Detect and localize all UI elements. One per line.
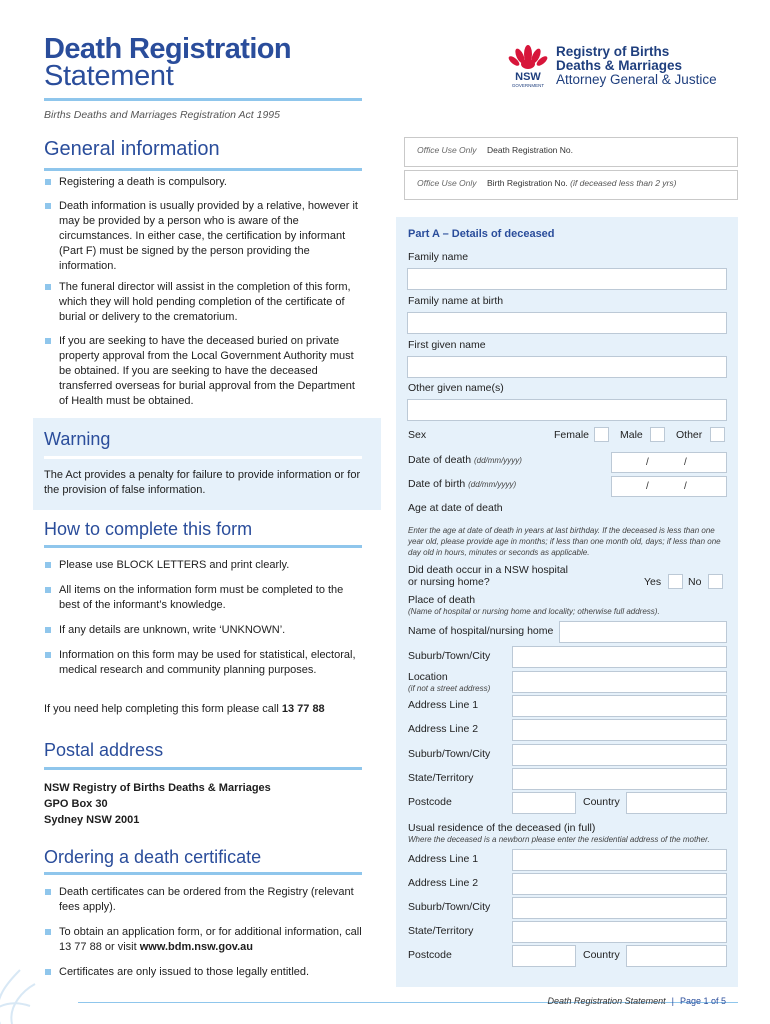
female-checkbox[interactable] — [594, 427, 609, 442]
ordering-bullet — [44, 925, 364, 955]
how-divider — [44, 545, 362, 548]
how-bullet: Please use BLOCK LETTERS and print clearly. — [44, 558, 364, 573]
part-a-heading: Part A – Details of deceased — [408, 228, 555, 240]
place-state-input[interactable] — [512, 768, 727, 790]
hospital-yes-checkbox[interactable] — [668, 574, 683, 589]
family-name-birth-input[interactable] — [407, 312, 727, 334]
help-text: If you need help completing this form please call — [44, 703, 282, 715]
age-at-death-label: Age at date of death — [408, 502, 503, 514]
place-address-line-1-input[interactable] — [512, 695, 727, 717]
date-separator: / — [684, 457, 687, 468]
place-address-line-1-label: Address Line 1 — [408, 699, 479, 711]
sex-label: Sex — [408, 429, 427, 441]
date-of-birth-label — [408, 478, 516, 490]
date-of-death-input[interactable] — [611, 452, 727, 473]
usual-residence-label: Usual residence of the deceased (in full) — [408, 822, 596, 834]
place-suburb-input[interactable] — [512, 646, 727, 668]
warning-text: The Act provides a penalty for failure to provide information or for the provision of false information. — [44, 469, 361, 496]
registry-name — [556, 45, 717, 87]
general-bullet: If you are seeking to have the deceased buried on private property approval from the Local Government Authority must be obtained. If you are seeking to have the deceased transferred overseas for burial approval from the Department of Health must be obtained. — [44, 334, 364, 409]
postal-divider — [44, 767, 362, 770]
how-bullet: If any details are unknown, write ‘UNKNOWN’. — [44, 623, 364, 638]
age-note: Enter the age at date of death in years at last birthday. If the deceased is less than one year old, please provide age in months; if less than one month old, days; if less than one day old in hours, minutes or seconds as applicable. — [408, 526, 721, 557]
postal-line-2: GPO Box 30 — [44, 798, 108, 810]
yes-label: Yes — [644, 576, 662, 588]
residence-postcode-input[interactable] — [512, 945, 576, 967]
footer-document-name: Death Registration Statement — [547, 996, 666, 1006]
office-use-death-reg-box — [404, 137, 738, 167]
logo-government-text: GOVERNMENT — [511, 83, 545, 88]
date-of-death-label — [408, 454, 522, 466]
residence-country-input[interactable] — [626, 945, 727, 967]
birth-registration-no-label — [487, 178, 676, 188]
ordering-bullet: Death certificates can be ordered from the Registry (relevant fees apply). — [44, 885, 364, 915]
place-country-label: Country — [583, 796, 620, 808]
office-use-birth-reg-box — [404, 170, 738, 200]
help-phone: 13 77 88 — [281, 703, 325, 715]
hospital-name-input[interactable] — [559, 621, 727, 643]
birth-registration-text: Birth Registration No. — [487, 178, 568, 188]
hospital-question-line-2: or nursing home? — [408, 576, 490, 588]
act-reference: Births Deaths and Marriages Registration Act 1995 — [44, 109, 280, 121]
postal-address — [44, 780, 364, 828]
how-bullet: Information on this form may be used for statistical, electoral, medical research and community planning purposes. — [44, 648, 364, 678]
residence-suburb-input[interactable] — [512, 897, 727, 919]
family-name-birth-label: Family name at birth — [408, 295, 504, 307]
postal-line-3: Sydney NSW 2001 — [44, 814, 140, 826]
residence-address-line-2-input[interactable] — [512, 873, 727, 895]
residence-state-label: State/Territory — [408, 925, 474, 937]
place-suburb-2-label: Suburb/Town/City — [408, 748, 491, 760]
logo-nsw-text: NSW — [515, 71, 541, 83]
residence-address-line-2-label: Address Line 2 — [408, 877, 479, 889]
residence-postcode-label: Postcode — [408, 949, 452, 961]
residence-suburb-label: Suburb/Town/City — [408, 901, 491, 913]
hospital-no-checkbox[interactable] — [708, 574, 723, 589]
place-postcode-input[interactable] — [512, 792, 576, 814]
male-label: Male — [620, 429, 643, 441]
postal-line-1: NSW Registry of Births Deaths & Marriages — [44, 782, 271, 794]
family-name-label: Family name — [408, 251, 469, 263]
male-checkbox[interactable] — [650, 427, 665, 442]
hospital-question — [408, 564, 568, 588]
ordering-bullet: Certificates are only issued to those legally entitled. — [44, 965, 364, 980]
location-label: Location — [408, 671, 448, 683]
general-bullet: Death information is usually provided by a relative, however it may be provided by a person who is aware of the circumstances. In either case, the certification by informant (Part F) must be signed by the person providing the information. — [44, 199, 364, 274]
hospital-name-label: Name of hospital/nursing home — [408, 625, 554, 637]
general-divider — [44, 168, 362, 171]
age-at-death-spacer — [407, 516, 727, 519]
footer-separator: | — [671, 996, 674, 1006]
how-to-complete-heading: How to complete this form — [44, 519, 253, 539]
place-of-death-note: (Name of hospital or nursing home and locality; otherwise full address). — [408, 607, 660, 616]
residence-state-input[interactable] — [512, 921, 727, 943]
other-sex-checkbox[interactable] — [710, 427, 725, 442]
warning-heading: Warning — [44, 429, 111, 449]
form-title-light: Statement — [44, 60, 174, 92]
family-name-input[interactable] — [407, 268, 727, 290]
place-postcode-label: Postcode — [408, 796, 452, 808]
location-input[interactable] — [512, 671, 727, 693]
registry-line-2: Deaths & Marriages — [556, 58, 683, 73]
general-bullet: The funeral director will assist in the completion of this form, which they will hold pending completion of the certificate of burial or delivery to the crematorium. — [44, 280, 364, 325]
office-use-label: Office Use Only — [417, 145, 477, 155]
female-label: Female — [554, 429, 590, 441]
place-state-label: State/Territory — [408, 772, 474, 784]
residence-address-line-1-label: Address Line 1 — [408, 853, 479, 865]
nsw-waratah-logo-icon — [503, 42, 553, 90]
title-divider — [44, 98, 362, 101]
residence-address-line-1-input[interactable] — [512, 849, 727, 871]
location-note: (if not a street address) — [408, 684, 491, 693]
first-given-name-input[interactable] — [407, 356, 727, 378]
place-country-input[interactable] — [626, 792, 727, 814]
date-separator: / — [646, 457, 649, 468]
ordering-heading: Ordering a death certificate — [44, 847, 262, 867]
form-title-bold: Death Registration — [44, 33, 292, 65]
how-bullet: All items on the information form must be completed to the best of the informant’s knowledge. — [44, 583, 364, 613]
form-title — [44, 33, 292, 92]
registry-line-3: Attorney General & Justice — [556, 72, 717, 87]
ordering-bullet-text: To obtain an application form, or for additional information, call 13 77 88 or visit — [59, 926, 362, 953]
place-address-line-2-input[interactable] — [512, 719, 727, 741]
place-suburb-2-input[interactable] — [512, 744, 727, 766]
date-of-death-text: Date of death — [408, 454, 472, 466]
date-format-hint: (dd/mm/yyyy) — [468, 480, 517, 489]
other-given-names-label: Other given name(s) — [408, 382, 504, 394]
general-information-heading: General information — [44, 138, 220, 160]
other-sex-label: Other — [676, 429, 703, 441]
general-bullet: Registering a death is compulsory. — [44, 175, 364, 190]
ordering-divider — [44, 872, 362, 875]
help-line — [44, 702, 364, 717]
postal-address-heading: Postal address — [44, 740, 164, 760]
other-given-names-input[interactable] — [407, 399, 727, 421]
date-separator: / — [684, 481, 687, 492]
hospital-question-line-1: Did death occur in a NSW hospital — [408, 564, 568, 576]
usual-residence-note: Where the deceased is a newborn please enter the residential address of the mother. — [408, 835, 710, 844]
place-suburb-label: Suburb/Town/City — [408, 650, 491, 662]
first-given-name-label: First given name — [408, 339, 486, 351]
bdm-website-link[interactable]: www.bdm.nsw.gov.au — [139, 941, 253, 953]
death-registration-no-label: Death Registration No. — [487, 145, 573, 155]
date-separator: / — [646, 481, 649, 492]
footer-page-number: Page 1 of 5 — [679, 996, 726, 1006]
birth-registration-note: (if deceased less than 2 yrs) — [570, 178, 677, 188]
place-of-death-label: Place of death — [408, 594, 476, 606]
registry-line-1: Registry of Births — [556, 44, 670, 59]
warning-divider — [44, 456, 362, 459]
date-of-birth-text: Date of birth — [408, 478, 466, 490]
waratah-watermark-icon — [0, 950, 50, 1024]
office-use-label: Office Use Only — [417, 178, 477, 188]
no-label: No — [688, 576, 702, 588]
place-address-line-2-label: Address Line 2 — [408, 723, 479, 735]
footer — [548, 996, 726, 1006]
residence-country-label: Country — [583, 949, 620, 961]
date-format-hint: (dd/mm/yyyy) — [473, 456, 522, 465]
date-of-birth-input[interactable] — [611, 476, 727, 497]
